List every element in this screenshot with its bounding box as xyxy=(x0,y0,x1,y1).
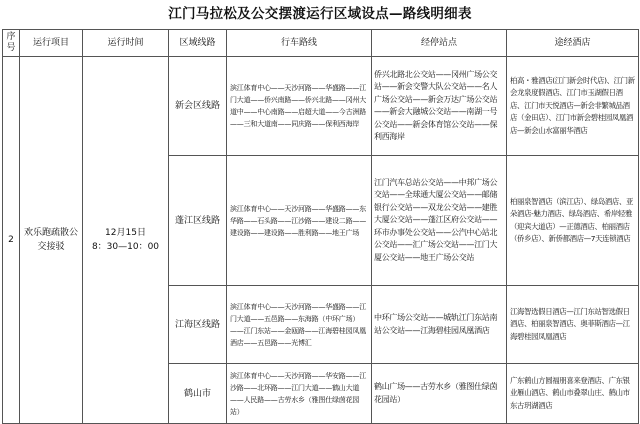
header-area: 区域线路 xyxy=(169,30,227,57)
header-stops: 经停站点 xyxy=(372,30,507,57)
project-cell: 欢乐跑疏散公交接驳 xyxy=(20,57,83,424)
route-details-table xyxy=(2,29,639,424)
area-cell: 鹤山市 xyxy=(169,364,227,424)
stops-cell: 鹤山广场——古劳水乡（雅图仕绿茵花园站） xyxy=(372,364,507,424)
area-cell: 江海区线路 xyxy=(169,286,227,364)
area-cell: 蓬江区线路 xyxy=(169,156,227,286)
route-cell: 滨江体育中心——天沙河路——华盛路——江门大道——侨兴南路——侨兴北路——冈州大道中——中心南路——启超大道——今古洲路——三和大道南——同庆路——保利西海岸 xyxy=(227,57,372,156)
route-cell: 滨江体育中心——天沙河路——华盛路——江门大道——五邑路——东海路（中环广场）——江门东站——金瓯路——江海碧桂园凤凰酒店——五邑路——光博汇 xyxy=(227,286,372,364)
hotels-cell: 柏丽泉智酒店（滨江店）、绿岛酒店、亚朵酒店-魅力酒店、绿岛酒店、希岸轻雅（迎宾大道店）—正德酒店、柏丽酒店（侨乡店）、新侨都酒店—7天连锁酒店 xyxy=(507,156,639,286)
header-time: 运行时间 xyxy=(83,30,169,57)
route-cell: 滨江体育中心——天沙河路——华盛路——东华路——石头路——江沙路——建设二路——建设路——建设路——胜利路——地王广场 xyxy=(227,156,372,286)
hotels-cell: 柏高・雅酒店(江门新会时代店)、江门新会龙泉度假酒店、江门市玉湖假日酒店、江门市天悦酒店—新会非繁城品酒店（金田店）、江门市新会碧桂园凤凰酒店—新会山水富丽华酒店 xyxy=(507,57,639,156)
stops-cell: 江门汽车总站公交站——中邦广场公交站——全球通大厦公交站——邮储银行公交站——双龙公交站——建胜大厦公交站——蓬江区府公交站——环市办事处公交站——公汽中心站北公交站——汇广场公交站——江门大厦公交站——地王广场公交站 xyxy=(372,156,507,286)
header-hotels: 途经酒店 xyxy=(507,30,639,57)
hours-text: 8：30—10：00 xyxy=(91,242,160,252)
header-route: 行车路线 xyxy=(227,30,372,57)
route-cell: 滨江体育中心——天沙河路——华安路——江沙路——北环路——江门大道——鹤山大道——人民路——古劳水乡（雅图仕绿茵花园站） xyxy=(227,364,372,424)
table-title: 江门马拉松及公交摆渡运行区域设点—路线明细表 xyxy=(168,6,472,22)
table-row xyxy=(3,57,639,156)
stops-cell: 中环广场公交站——城轨江门东站南站公交站——江海碧桂园凤凰酒店 xyxy=(372,286,507,364)
date-text: 12月15日 xyxy=(105,228,146,238)
time-cell xyxy=(83,57,169,424)
header-project: 运行项目 xyxy=(20,30,83,57)
header-row xyxy=(3,30,639,57)
row-index: 2 xyxy=(3,57,20,424)
hotels-cell: 广东鹤山方圆福朋喜来登酒店、广东银业雁山酒店、鹤山市叠翠山庄、鹤山市东古玥湖酒店 xyxy=(507,364,639,424)
stops-cell: 侨兴北路北公交站——冈州广场公交站——新会交警大队公交站——名人广场公交站——新会万达广场公交站——新会大融城公交站——南湖一号公交站——新会体育馆公交站——保利西海岸 xyxy=(372,57,507,156)
area-cell: 新会区线路 xyxy=(169,57,227,156)
header-index: 序号 xyxy=(3,30,20,57)
hotels-cell: 江海智选假日酒店—江门东站智选假日酒店、柏丽泉智酒店、奥菲斯酒店—江海碧桂园凤凰酒店 xyxy=(507,286,639,364)
